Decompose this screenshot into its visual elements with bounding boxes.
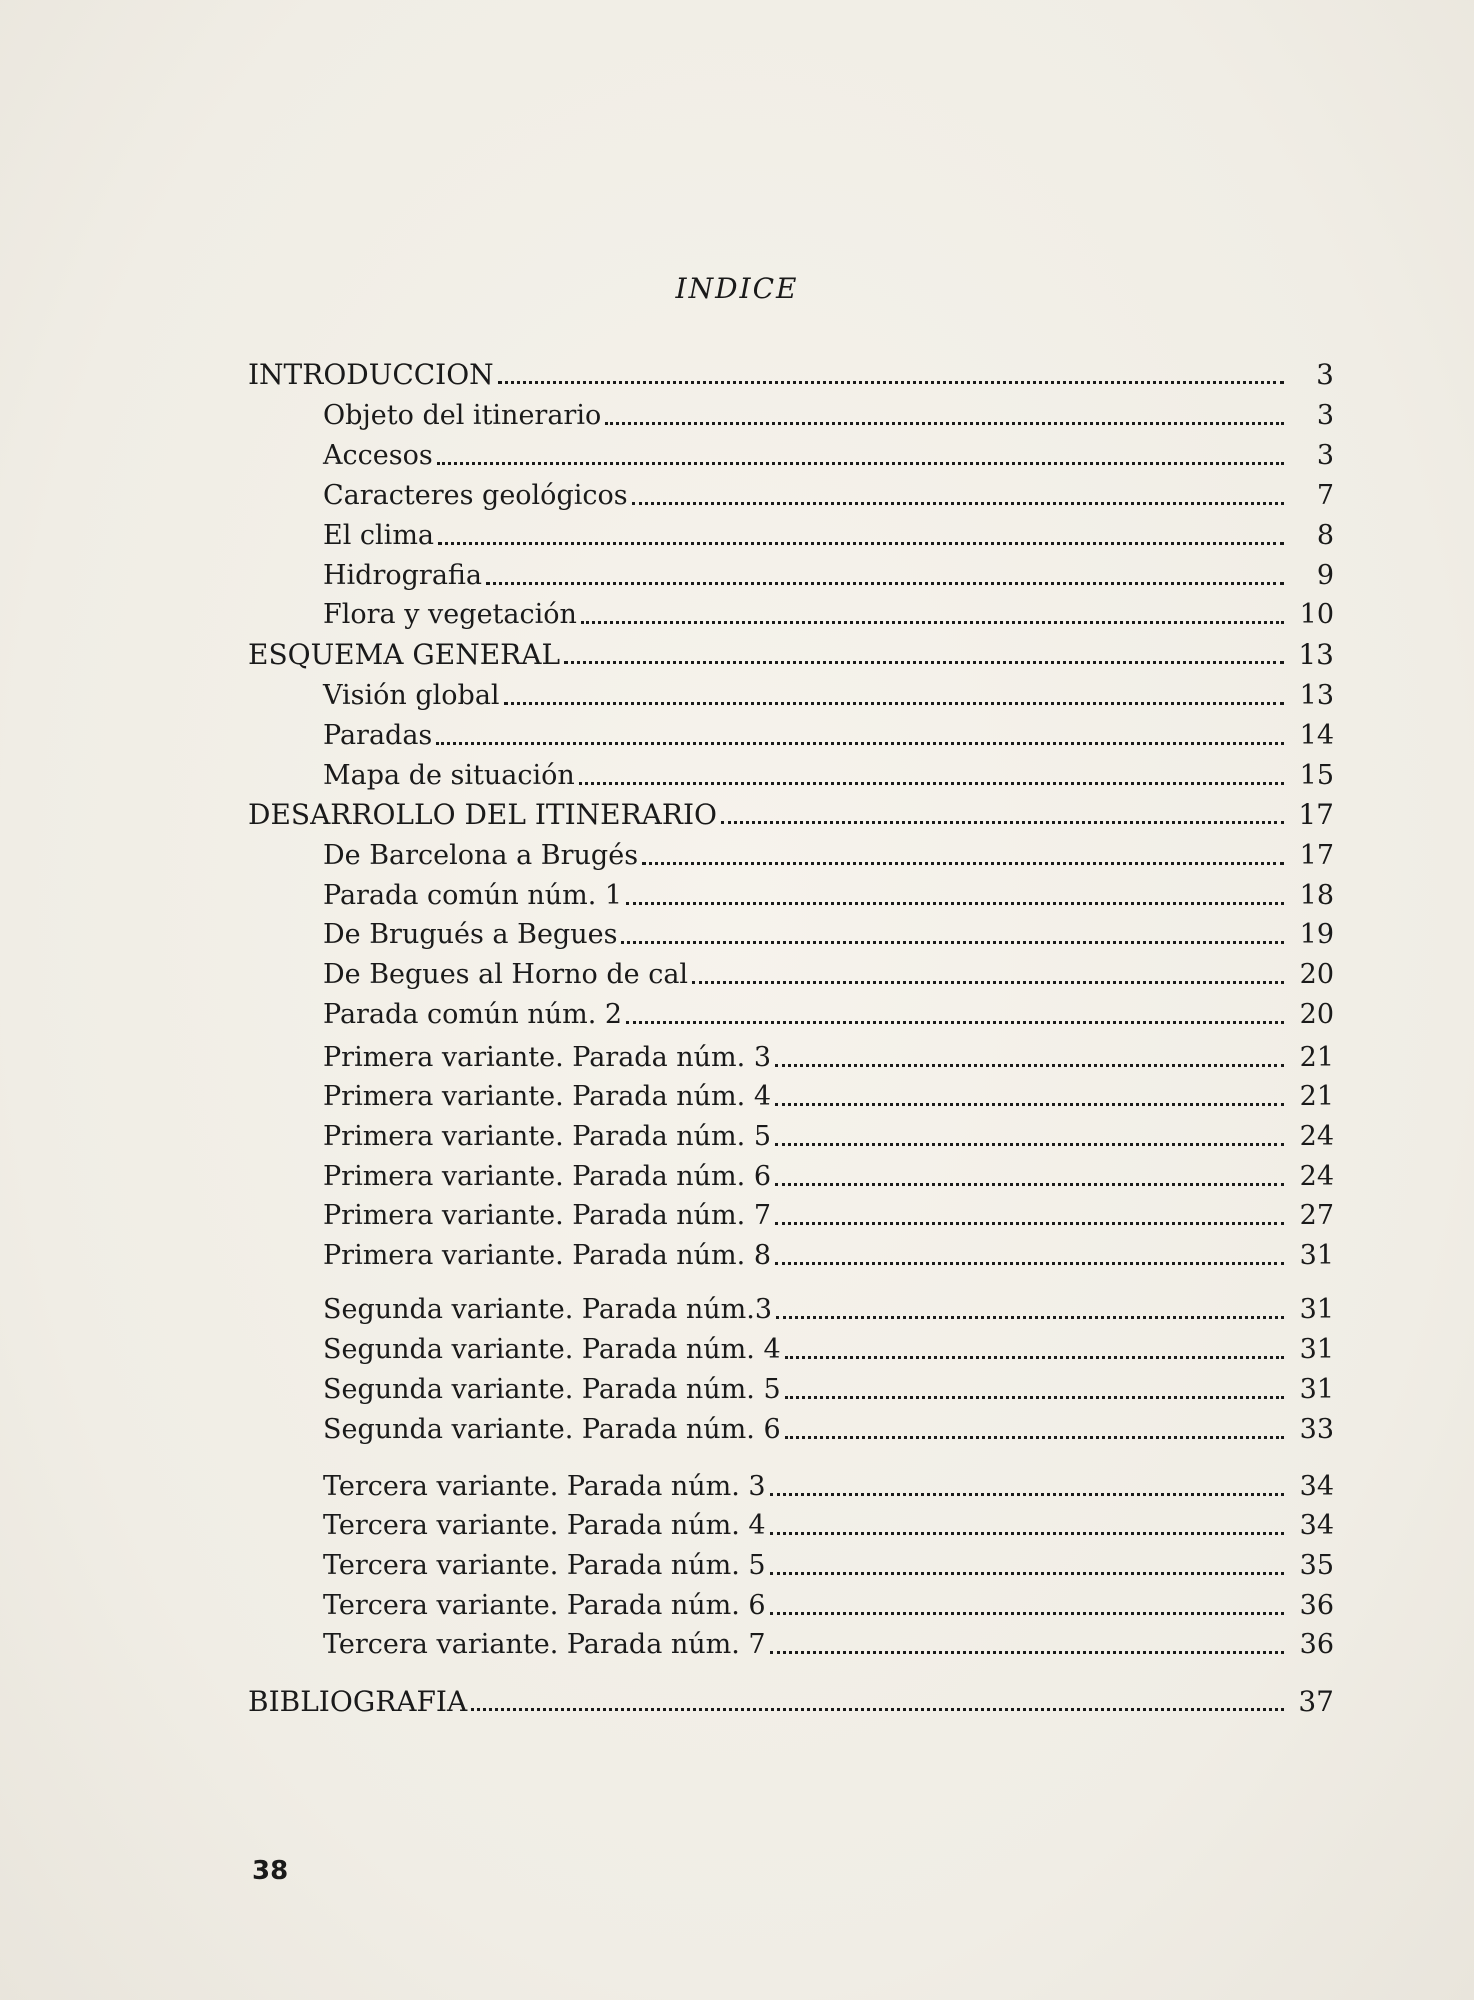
toc-entry: Segunda variante. Parada núm. 4 31 [323, 1334, 1334, 1365]
toc-entry: Primera variante. Parada núm. 6 24 [323, 1161, 1334, 1192]
toc-entry: Visión global 13 [323, 680, 1334, 711]
toc-entry: El clima 8 [323, 520, 1334, 551]
toc-entry: Paradas 14 [323, 720, 1334, 751]
toc-entry: Tercera variante. Parada núm. 3 34 [323, 1471, 1334, 1502]
toc-entry: Accesos 3 [323, 440, 1334, 471]
toc-entry: Segunda variante. Parada núm. 5 31 [323, 1374, 1334, 1405]
toc-entry: Tercera variante. Parada núm. 4 34 [323, 1510, 1334, 1541]
toc-entry: Segunda variante. Parada núm.3 31 [323, 1294, 1334, 1325]
toc-entry: De Barcelona a Brugés 17 [323, 840, 1334, 871]
toc-entry: Objeto del itinerario 3 [323, 400, 1334, 431]
toc-entry: Primera variante. Parada núm. 7 27 [323, 1200, 1334, 1231]
toc-entry: Mapa de situación 15 [323, 760, 1334, 791]
toc-entry: De Begues al Horno de cal 20 [323, 959, 1334, 990]
toc-entry: Tercera variante. Parada núm. 7 36 [323, 1629, 1334, 1660]
toc-entry: Primera variante. Parada núm. 5 24 [323, 1121, 1334, 1152]
index-title: INDICE [675, 272, 799, 305]
toc-entry: Primera variante. Parada núm. 4 21 [323, 1081, 1334, 1112]
toc-entry: Tercera variante. Parada núm. 6 36 [323, 1590, 1334, 1621]
toc-entry: Primera variante. Parada núm. 3 21 [323, 1042, 1334, 1073]
page-number: 38 [252, 1856, 289, 1886]
toc-entry: Flora y vegetación 10 [323, 599, 1334, 630]
toc-entry: Caracteres geológicos 7 [323, 480, 1334, 511]
toc-entry: Segunda variante. Parada núm. 6 33 [323, 1414, 1334, 1445]
toc-entry: Tercera variante. Parada núm. 5 35 [323, 1550, 1334, 1581]
toc-entry: De Brugués a Begues 19 [323, 919, 1334, 950]
toc-entry-esquema-general: ESQUEMA GENERAL 13 [248, 638, 1334, 671]
toc-entry: Parada común núm. 1 18 [323, 880, 1334, 911]
toc-entry: Primera variante. Parada núm. 8 31 [323, 1240, 1334, 1271]
toc-entry-introduccion: INTRODUCCION 3 [248, 358, 1334, 391]
toc-entry: Parada común núm. 2 20 [323, 999, 1334, 1030]
toc-entry-desarrollo: DESARROLLO DEL ITINERARIO 17 [248, 798, 1334, 831]
toc-entry-bibliografia: BIBLIOGRAFIA 37 [248, 1685, 1334, 1718]
toc-entry: Hidrografia 9 [323, 560, 1334, 591]
